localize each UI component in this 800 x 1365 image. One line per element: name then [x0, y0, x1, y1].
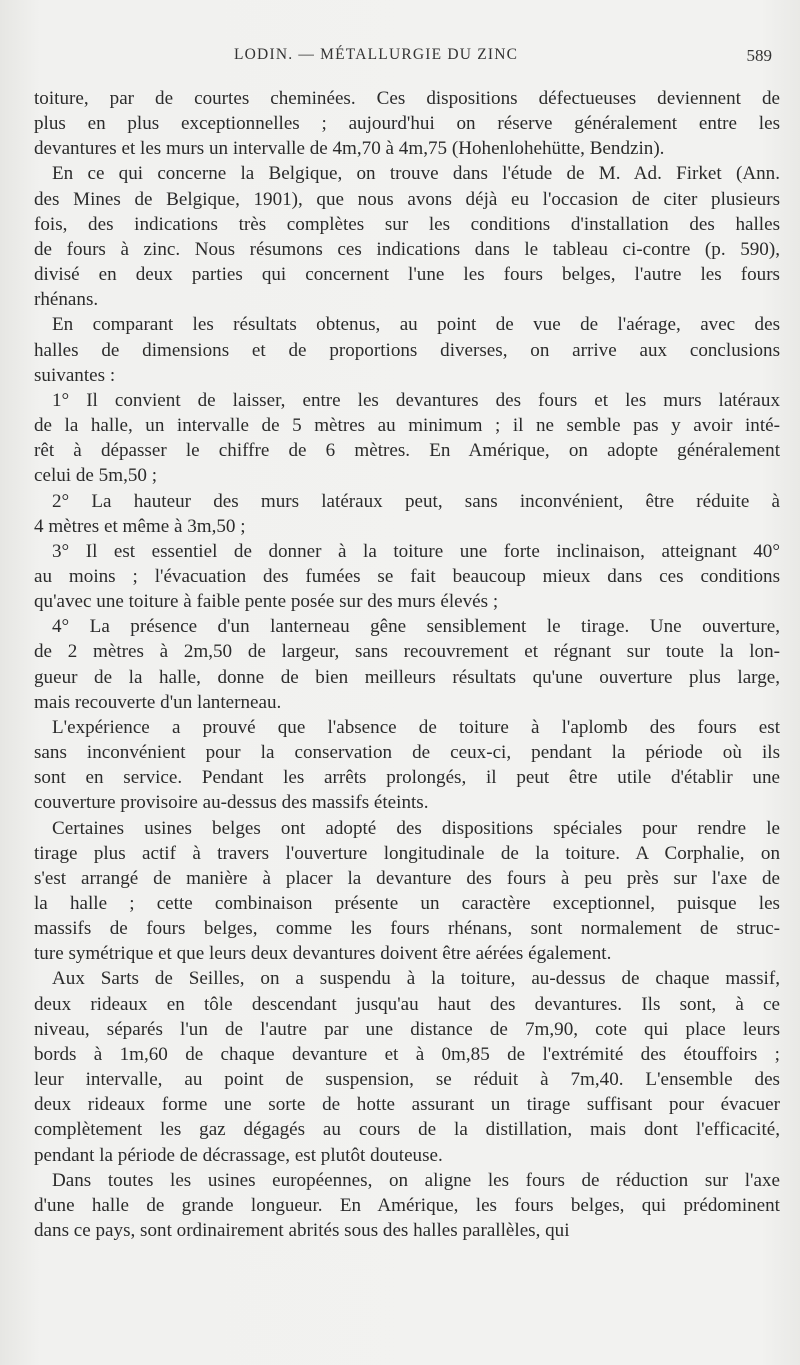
text-line: gueur de la halle, donne de bien meilleurs résultats qu'une ouverture plus large, [34, 666, 780, 688]
text-line: divisé en deux parties qui concernent l'une les fours belges, l'autre les fours [34, 264, 780, 286]
text-line: la halle ; cette combinaison présente un caractère exceptionnel, puisque les [34, 893, 780, 914]
text-line: halles de dimensions et de proportions diverses, on arrive aux conclusions [34, 339, 780, 361]
text-line: mais recouverte d'un lanterneau. [34, 691, 282, 713]
text-line: 4 mètres et même à 3m,50 ; [34, 515, 246, 537]
paragraph [34, 539, 780, 614]
paragraph [34, 715, 780, 816]
text-line: 4° La présence d'un lanterneau gêne sensiblement le tirage. Une ouverture, [52, 616, 780, 638]
text-line: pendant la période de décrassage, est plutôt douteuse. [34, 1144, 443, 1166]
text-line: ture symétrique et que leurs deux devantures doivent être aérées également. [34, 943, 612, 965]
text-line: En ce qui concerne la Belgique, on trouve dans l'étude de M. Ad. Firket (Ann. [52, 163, 780, 185]
text-line: toiture, par de courtes cheminées. Ces dispositions défectueuses deviennent de [34, 88, 780, 109]
text-line: tirage plus actif à travers l'ouverture longitudinale de la toiture. A Corphalie, on [34, 842, 780, 864]
text-line: Certaines usines belges ont adopté des dispositions spéciales pour rendre le [52, 817, 780, 839]
paragraph [34, 161, 780, 312]
text-line: de la halle, un intervalle de 5 mètres au minimum ; il ne semble pas y avoir inté- [34, 415, 780, 437]
paragraph [34, 388, 780, 489]
paragraph [34, 1168, 780, 1243]
text-line: bords à 1m,60 de chaque devanture et à 0m,85 de l'extrémité des étouffoirs ; [34, 1043, 780, 1065]
text-line: suivantes : [34, 364, 116, 386]
text-line: plus en plus exceptionnelles ; aujourd'hui on réserve généralement entre les [34, 113, 780, 135]
paragraph [34, 489, 780, 539]
page-header [0, 46, 800, 68]
text-line: Aux Sarts de Seilles, on a suspendu à la toiture, au-dessus de chaque massif, [52, 968, 780, 990]
text-line: En comparant les résultats obtenus, au point de vue de l'aérage, avec des [52, 314, 780, 336]
text-line: fois, des indications très complètes sur les conditions d'installation des halles [34, 213, 780, 235]
paragraph [34, 312, 780, 387]
paragraph [34, 86, 780, 161]
text-line: sont en service. Pendant les arrêts prolongés, il peut être utile d'établir une [34, 767, 780, 789]
text-line: dans ce pays, sont ordinairement abrités sous des halles parallèles, qui [34, 1220, 570, 1242]
text-line: d'une halle de grande longueur. En Amérique, les fours belges, qui prédominent [34, 1194, 780, 1216]
text-line: L'expérience a prouvé que l'absence de toiture à l'aplomb des fours est [52, 716, 780, 738]
text-line: deux rideaux forme une sorte de hotte assurant un tirage suffisant pour évacuer [34, 1094, 780, 1116]
body-text [34, 86, 780, 1243]
text-line: deux rideaux en tôle descendant jusqu'au haut des devantures. Ils sont, à ce [34, 993, 780, 1015]
paragraph [34, 816, 780, 967]
text-line: des Mines de Belgique, 1901), que nous avons déjà eu l'occasion de citer plusieurs [34, 188, 780, 210]
text-line: au moins ; l'évacuation des fumées se fait beaucoup mieux dans ces conditions [34, 565, 780, 587]
text-line: couverture provisoire au-dessus des massifs éteints. [34, 792, 429, 814]
text-line: leur intervalle, au point de suspension, se réduit à 7m,40. L'ensemble des [34, 1069, 780, 1091]
text-line: Dans toutes les usines européennes, on aligne les fours de réduction sur l'axe [52, 1169, 780, 1191]
text-line: celui de 5m,50 ; [34, 465, 158, 487]
text-line: rhénans. [34, 289, 99, 311]
text-line: de fours à zinc. Nous résumons ces indications dans le tableau ci-contre (p. 590), [34, 238, 780, 260]
text-line: massifs de fours belges, comme les fours rhénans, sont normalement de struc- [34, 918, 780, 940]
page-number: 589 [746, 46, 772, 65]
text-line: de 2 mètres à 2m,50 de largeur, sans recouvrement et régnant sur toute la lon- [34, 641, 780, 663]
text-line: 1° Il convient de laisser, entre les devantures des fours et les murs latéraux [52, 389, 780, 411]
paragraph [34, 966, 780, 1167]
text-line: complètement les gaz dégagés au cours de la distillation, mais dont l'efficacité, [34, 1119, 780, 1141]
paragraph [34, 614, 780, 715]
text-line: 2° La hauteur des murs latéraux peut, sans inconvénient, être réduite à [52, 490, 780, 512]
text-line: s'est arrangé de manière à placer la devanture des fours à peu près sur l'axe de [34, 867, 780, 889]
text-line: devantures et les murs un intervalle de 4m,70 à 4m,75 (Hohenlohehütte, Bendzin). [34, 138, 665, 160]
text-line: sans inconvénient pour la conservation de ceux-ci, pendant la période où ils [34, 742, 780, 764]
text-line: rêt à dépasser le chiffre de 6 mètres. En Amérique, on adopte généralement [34, 440, 780, 462]
text-line: 3° Il est essentiel de donner à la toiture une forte inclinaison, atteignant 40° [52, 540, 780, 562]
text-line: qu'avec une toiture à faible pente posée sur des murs élevés ; [34, 591, 499, 613]
text-line: niveau, séparés l'un de l'autre par une distance de 7m,90, cote qui place leurs [34, 1018, 780, 1040]
running-title: LODIN. — MÉTALLURGIE DU ZINC [234, 46, 519, 63]
